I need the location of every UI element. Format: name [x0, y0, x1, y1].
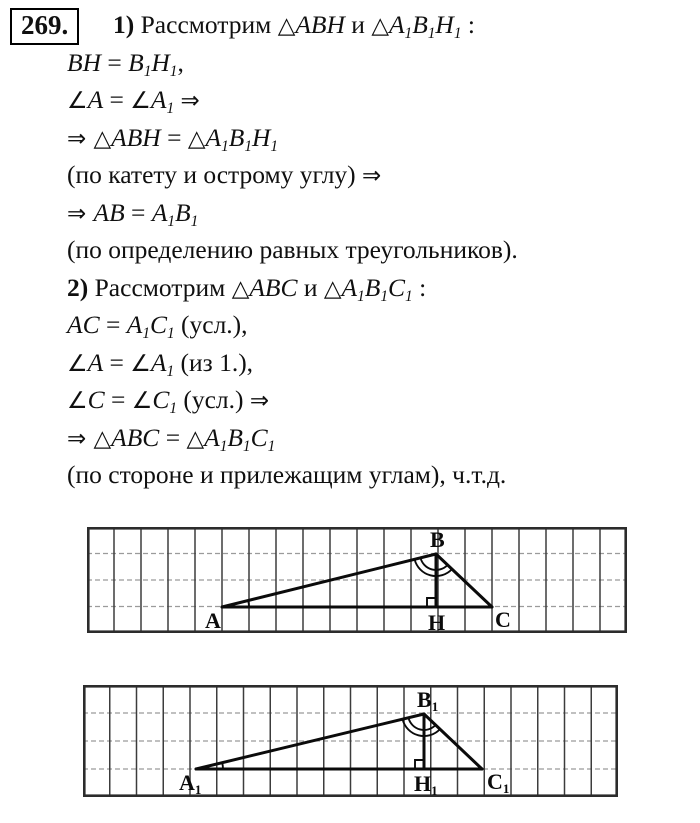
vertex-label-a: A: [205, 608, 221, 633]
solution-line-8: 2) Рассмотрим △ABC и △A1B1C1 :: [67, 272, 427, 305]
solution-line-4: ⇒ △ABH = △A1B1H1: [67, 122, 279, 155]
vertex-label-h: H: [428, 610, 446, 634]
solution-line-13: (по стороне и прилежащим углам), ч.т.д.: [67, 460, 507, 489]
angle-arc-a1: [222, 763, 223, 769]
grid-paper: [87, 527, 627, 633]
side-b1c1: [424, 714, 482, 769]
solution-line-12: ⇒ △ABC = △A1B1C1: [67, 422, 276, 455]
solution-line-5: (по катету и острому углу) ⇒: [67, 160, 382, 189]
vertex-label-h1: H1: [414, 771, 438, 797]
solution-line-7: (по определению равных треугольников).: [67, 235, 518, 264]
vertex-label-b1: B1: [417, 687, 439, 714]
solution-line-11: ∠C = ∠C1 (усл.) ⇒: [67, 385, 270, 417]
vertex-label-a1: A1: [179, 770, 202, 797]
angle-arc-a: [248, 601, 249, 608]
solution-text: [67, 6, 697, 494]
diagram-triangle-abc: [87, 527, 627, 634]
problem-number: 269.: [21, 10, 69, 40]
vertex-label-b: B: [430, 527, 445, 552]
vertex-label-c1: C1: [487, 769, 510, 796]
diagram-triangle-a1b1c1: [83, 685, 618, 797]
solution-line-1: 1) Рассмотрим △ABH и △A1B1H1 :: [113, 10, 475, 42]
solution-line-2: BH = B1H1,: [67, 47, 184, 80]
grid-paper: [83, 685, 618, 797]
solution-line-6: ⇒ AB = A1B1: [67, 197, 199, 230]
vertex-label-c: C: [495, 607, 511, 632]
solution-line-3: ∠A = ∠A1 ⇒: [67, 85, 200, 117]
solution-line-9: AC = A1C1 (усл.),: [67, 310, 248, 342]
solution-line-10: ∠A = ∠A1 (из 1.),: [67, 347, 254, 380]
